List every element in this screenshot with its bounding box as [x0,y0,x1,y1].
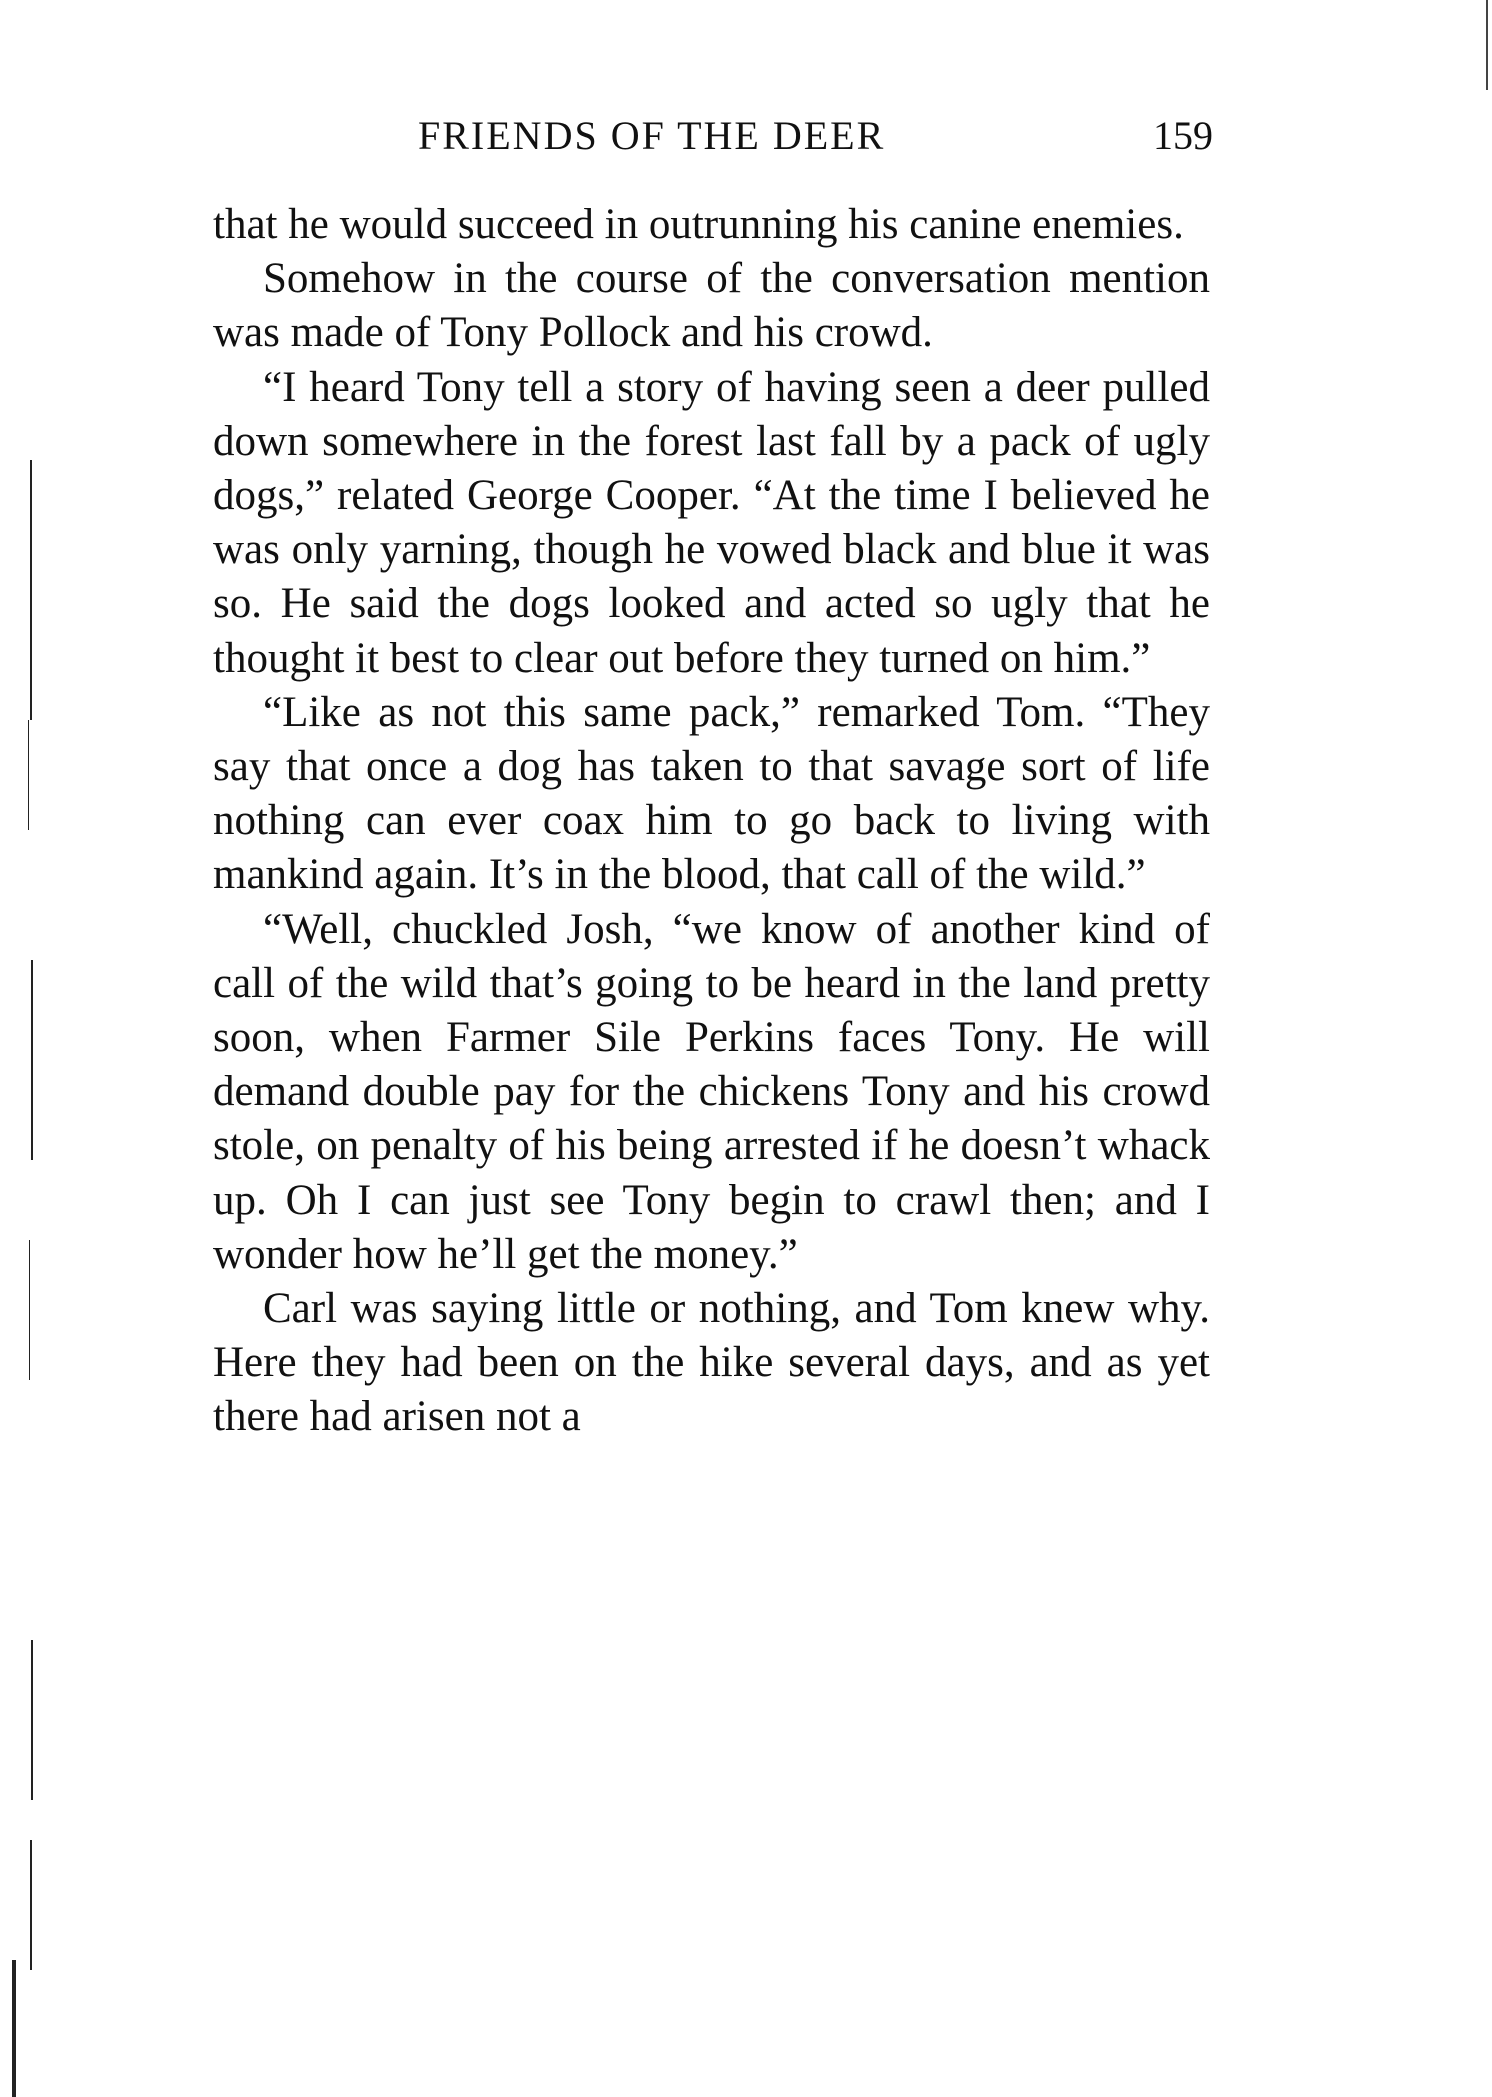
paragraph: Carl was saying little or nothing, and Tom knew why. Here they had been on the hike several days, and as yet there had arisen not a [213,1285,1210,1441]
page-number: 159 [1153,113,1213,158]
paragraph: “I heard Tony tell a story of having seen a deer pulled down somewhere in the forest last fall by a pack of ugly dogs,” related George Cooper. “At the time I believed he was only yarning, though he vowed black and blue it was so. He said the dogs looked and acted so ugly that he thought it best to clear out before they turned on him.” [213,363,1210,682]
gutter-mark [29,1240,30,1380]
paragraph-continued: that he would succeed in outrunning his canine enemies. [213,201,1184,248]
edge-mark [1486,0,1488,90]
gutter-mark [12,1960,16,2097]
gutter-mark [30,460,32,720]
gutter-mark [31,960,33,1160]
gutter-mark [31,1640,33,1800]
paragraph: “Well, chuckled Josh, “we know of another kind of call of the wild that’s going to be heard in the land pretty soon, when Farmer Sile Perkins faces Tony. He will demand double pay for the chickens Tony and his crowd stole, on penalty of his being arrested if he doesn’t whack up. Oh I can just see Tony begin to crawl then; and I wonder how he’ll get the money.” [213,905,1210,1278]
running-title: FRIENDS OF THE DEER [418,113,886,158]
paragraph: Somehow in the course of the conversation mention was made of Tony Pollock and his crowd. [213,255,1210,357]
gutter-mark [30,1840,32,1970]
paragraph: “Like as not this same pack,” remarked Tom. “They say that once a dog has taken to that savage sort of life nothing can ever coax him to go back to living with mankind again. It’s in the blood, that call of the wild.” [213,688,1210,899]
body-text [213,198,1210,1445]
gutter-mark [28,720,29,830]
running-head [213,112,1213,172]
